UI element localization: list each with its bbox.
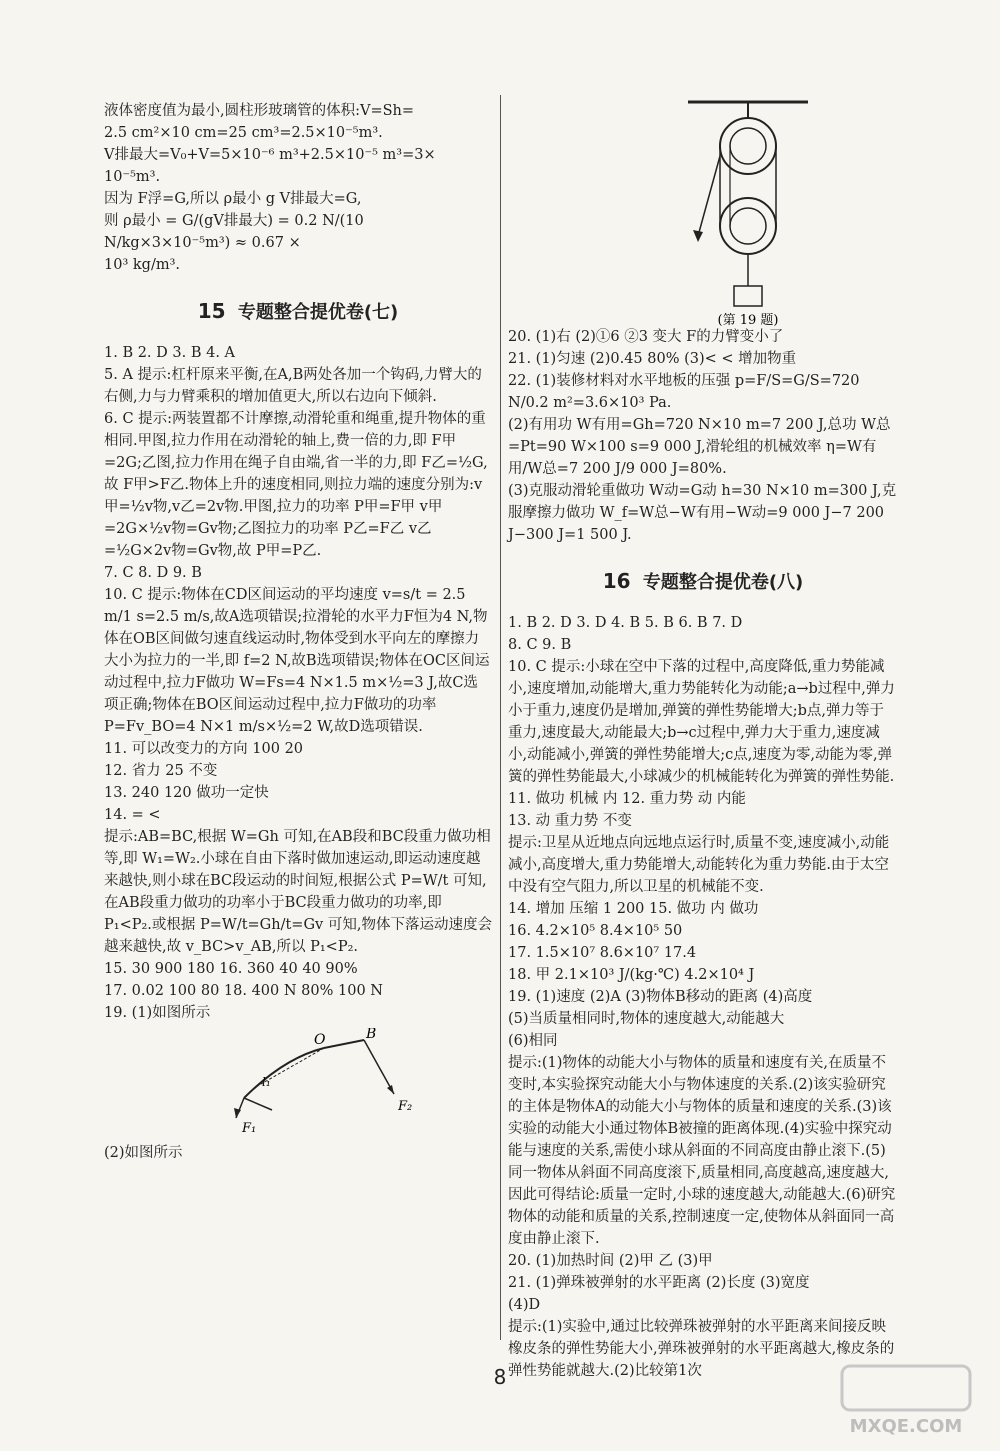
answer-item: 10. C 提示:小球在空中下落的过程中,高度降低,重力势能减小,速度增加,动能增大,重力势能转化为动能;a→b过程中,弹力小于重力,速度仍是增加,弹簧的弹性势能增大;b点,弹力等于重力,速度最大,动能最大;b→c过程中,弹力大于重力,速度减小,动能减小,弹簧的弹性势能增大;c点,速度为零,动能为零,弹簧的弹性势能最大,小球减少的机械能转化为弹簧的弹性势能. bbox=[508, 659, 895, 785]
lever-arm-right bbox=[324, 1040, 364, 1048]
page-number: 8 bbox=[493, 1365, 507, 1389]
section-number: 16 bbox=[602, 569, 631, 593]
answer-item: (2)有用功 W有用=Gh=720 N×10 m=7 200 J,总功 W总=Pt=90 W×100 s=9 000 J,滑轮组的机械效率 η=W有用/W总=7 200 J/9 000 J=80%. bbox=[508, 417, 891, 477]
intro-line: 10⁻⁵m³. bbox=[104, 169, 161, 185]
answer-item: 15. 30 900 180 16. 360 40 40 90% bbox=[104, 961, 358, 977]
watermark-frame bbox=[842, 1366, 970, 1410]
answer-item: 13. 动 重力势 不变 bbox=[508, 813, 632, 829]
movable-pulley-inner bbox=[730, 208, 766, 244]
hint-text: 提示:(1)物体的动能大小与物体的质量和速度有关,在质量不变时,本实验探究动能大小与物体速度的关系.(2)该实验研究的主体是物体A的动能大小与物体的质量和速度的关系.(3)该实验的动能大小通过物体B被撞的距离体现.(4)实验中探究动能与速度的关系,需使小球从斜面的不同高度由静止滚下.(5)同一物体从斜面不同高度滚下,质量相同,高度越高,速度越大,因此可得结论:质量一定时,小球的速度越大,动能越大.(6)研究物体的动能和质量的关系,控制速度一定,使物体从斜面同一高度由静止滚下. bbox=[508, 1055, 896, 1247]
answer-item: 8. C 9. B bbox=[508, 637, 572, 653]
answer-item: 5. A 提示:杠杆原来平衡,在A,B两处各加一个钩码,力臂大的右侧,力与力臂乘积的增加值更大,所以右边向下倾斜. bbox=[104, 367, 482, 405]
answer-item: 13. 240 120 做功一定快 bbox=[104, 785, 269, 801]
pull-rope bbox=[698, 156, 720, 236]
answer-item: 17. 1.5×10⁷ 8.6×10⁷ 17.4 bbox=[508, 945, 697, 961]
answer-item: 17. 0.02 100 80 18. 400 N 80% 100 N bbox=[104, 983, 383, 999]
intro-line: 10³ kg/m³. bbox=[104, 257, 180, 273]
arrow-f2-icon bbox=[387, 1085, 394, 1094]
intro-line: V排最大=V₀+V=5×10⁻⁶ m³+2.5×10⁻⁵ m³=3× bbox=[104, 147, 436, 163]
left-column bbox=[104, 100, 492, 1164]
figure-note: (2)如图所示 bbox=[104, 1145, 183, 1161]
answer-item: 6. C 提示:两装置都不计摩擦,动滑轮重和绳重,提升物体的重相同.甲图,拉力作用在动滑轮的轴上,费一倍的力,即 F甲=2G;乙图,拉力作用在绳子自由端,省一半的力,即 F乙=½G,故 F甲>F乙.物体上升的速度相同,则拉力端的速度分别为:v甲=½v物,v乙=2v物.甲图,拉力的功率 P甲=F甲 v甲=2G×½v物=Gv物;乙图拉力的功率 P乙=F乙 v乙=½G×2v物=Gv物,故 P甲=P乙. bbox=[104, 411, 488, 559]
intro-line: 因为 F浮=G,所以 ρ最小 g V排最大=G, bbox=[104, 191, 362, 207]
answer-item: (4)D bbox=[508, 1297, 541, 1313]
answer-item: 20. (1)右 (2)①6 ②3 变大 F的力臂变小了 bbox=[508, 329, 784, 345]
answer-item: 14. = < bbox=[104, 807, 161, 823]
answer-item: 11. 可以改变力的方向 100 20 bbox=[104, 741, 304, 757]
answer-item: 12. 省力 25 不变 bbox=[104, 763, 218, 779]
answer-item: 19. (1)速度 (2)A (3)物体B移动的距离 (4)高度 bbox=[508, 989, 813, 1005]
hint-text: 提示:卫星从近地点向远地点运行时,质量不变,速度减小,动能减小,高度增大,重力势能增大,动能转化为重力势能.由于太空中没有空气阻力,所以卫星的机械能不变. bbox=[508, 835, 890, 895]
label-f2: F₂ bbox=[398, 1099, 413, 1114]
pull-arrow-icon bbox=[693, 230, 703, 242]
pulley-figure bbox=[658, 96, 838, 326]
label-b: B bbox=[366, 1028, 377, 1042]
column-divider bbox=[500, 95, 501, 1340]
answer-item: 22. (1)装修材料对水平地板的压强 p=F/S=G/S=720 N/0.2 m²=3.6×10³ Pa. bbox=[508, 373, 860, 411]
section-title: 专题整合提优卷(七) bbox=[237, 302, 399, 323]
label-f1: F₁ bbox=[242, 1121, 257, 1136]
hint-text: 提示:(1)实验中,通过比较弹珠被弹射的水平距离来间接反映橡皮条的弹性势能大小,弹珠被弹射的水平距离越大,橡皮条的弹性势能就越大.(2)比较第1次 bbox=[508, 1319, 895, 1379]
answer-item: 18. 甲 2.1×10³ J/(kg·℃) 4.2×10⁴ J bbox=[508, 967, 755, 983]
section-15-heading bbox=[104, 300, 492, 324]
answer-item: 7. C 8. D 9. B bbox=[104, 565, 202, 581]
answer-item: 1. B 2. D 3. B 4. A bbox=[104, 345, 236, 361]
figure-caption: (第 19 题) bbox=[717, 313, 779, 326]
intro-line: 2.5 cm²×10 cm=25 cm³=2.5×10⁻⁵m³. bbox=[104, 125, 383, 141]
answer-item: 1. B 2. D 3. D 4. B 5. B 6. B 7. D bbox=[508, 615, 743, 631]
movable-pulley bbox=[720, 198, 776, 254]
answer-item: (3)克服动滑轮重做功 W动=G动 h=30 N×10 m=300 J,克服摩擦力做功 W_f=W总−W有用−W动=9 000 J−7 200 J−300 J=1 500 J. bbox=[508, 483, 897, 543]
answer-item: (6)相同 bbox=[508, 1033, 558, 1049]
watermark-text: MXQE.COM bbox=[849, 1416, 963, 1437]
force-f1-line bbox=[244, 1098, 272, 1110]
hint-text: 提示:AB=BC,根据 W=Gh 可知,在AB段和BC段重力做功相等,即 W₁=W₂.小球在自由下落时做加速运动,即运动速度越来越快,则小球在BC段运动的时间短,根据公式 P=W/t 可知,在AB段重力做功的功率小于BC段重力做功的功率,即 P₁<P₂.或根据 P=W/t=Gh/t=Gv 可知,物体下落运动速度会越来越快,故 v_BC>v_AB,所以 P₁<P₂. bbox=[104, 829, 492, 955]
answer-item: 16. 4.2×10⁵ 8.4×10⁵ 50 bbox=[508, 923, 683, 939]
fixed-pulley bbox=[720, 118, 776, 174]
intro-line: 液体密度值为最小,圆柱形玻璃管的体积:V=Sh= bbox=[104, 103, 415, 119]
watermark-logo bbox=[836, 1362, 976, 1442]
answer-item: 11. 做功 机械 内 12. 重力势 动 内能 bbox=[508, 791, 746, 807]
right-column bbox=[508, 100, 898, 1382]
section-title: 专题整合提优卷(八) bbox=[642, 572, 804, 593]
answer-item: 19. (1)如图所示 bbox=[104, 1005, 211, 1021]
answer-item: 20. (1)加热时间 (2)甲 乙 (3)甲 bbox=[508, 1253, 713, 1269]
answer-item: 21. (1)匀速 (2)0.45 80% (3)< < 增加物重 bbox=[508, 351, 797, 367]
answer-item: (5)当质量相同时,物体的速度越大,动能越大 bbox=[508, 1011, 785, 1027]
section-16-heading bbox=[508, 570, 898, 594]
load-block bbox=[734, 286, 762, 306]
label-o: O bbox=[314, 1032, 326, 1048]
answer-item: 14. 增加 压缩 1 200 15. 做功 内 做功 bbox=[508, 901, 759, 917]
fixed-pulley-inner bbox=[730, 128, 766, 164]
answer-item: 21. (1)弹珠被弹射的水平距离 (2)长度 (3)宽度 bbox=[508, 1275, 810, 1291]
section-number: 15 bbox=[197, 299, 226, 323]
force-f2-line bbox=[364, 1040, 394, 1094]
lever-arm bbox=[244, 1048, 324, 1098]
lever-figure bbox=[214, 1028, 434, 1138]
label-l1: l₁ bbox=[262, 1075, 271, 1089]
answer-item: 10. C 提示:物体在CD区间运动的平均速度 v=s/t = 2.5 m/1 s=2.5 m/s,故A选项错误;拉滑轮的水平力F恒为4 N,物体在OB区间做匀速直线运动时,物体受到水平向左的摩擦力大小为拉力的一半,即 f=2 N,故B选项错误;物体在OC区间运动过程中,拉力F做功 W=Fs=4 N×1.5 m×½=3 J,故C选项正确;物体在BO区间运动过程中,拉力F做功的功率 P=Fv_BO=4 N×1 m/s×½=2 W,故D选项错误. bbox=[104, 587, 490, 735]
intro-line: 则 ρ最小 = G/(gV排最大) = 0.2 N/(10 N/kg×3×10⁻⁵m³) ≈ 0.67 × bbox=[104, 213, 364, 251]
